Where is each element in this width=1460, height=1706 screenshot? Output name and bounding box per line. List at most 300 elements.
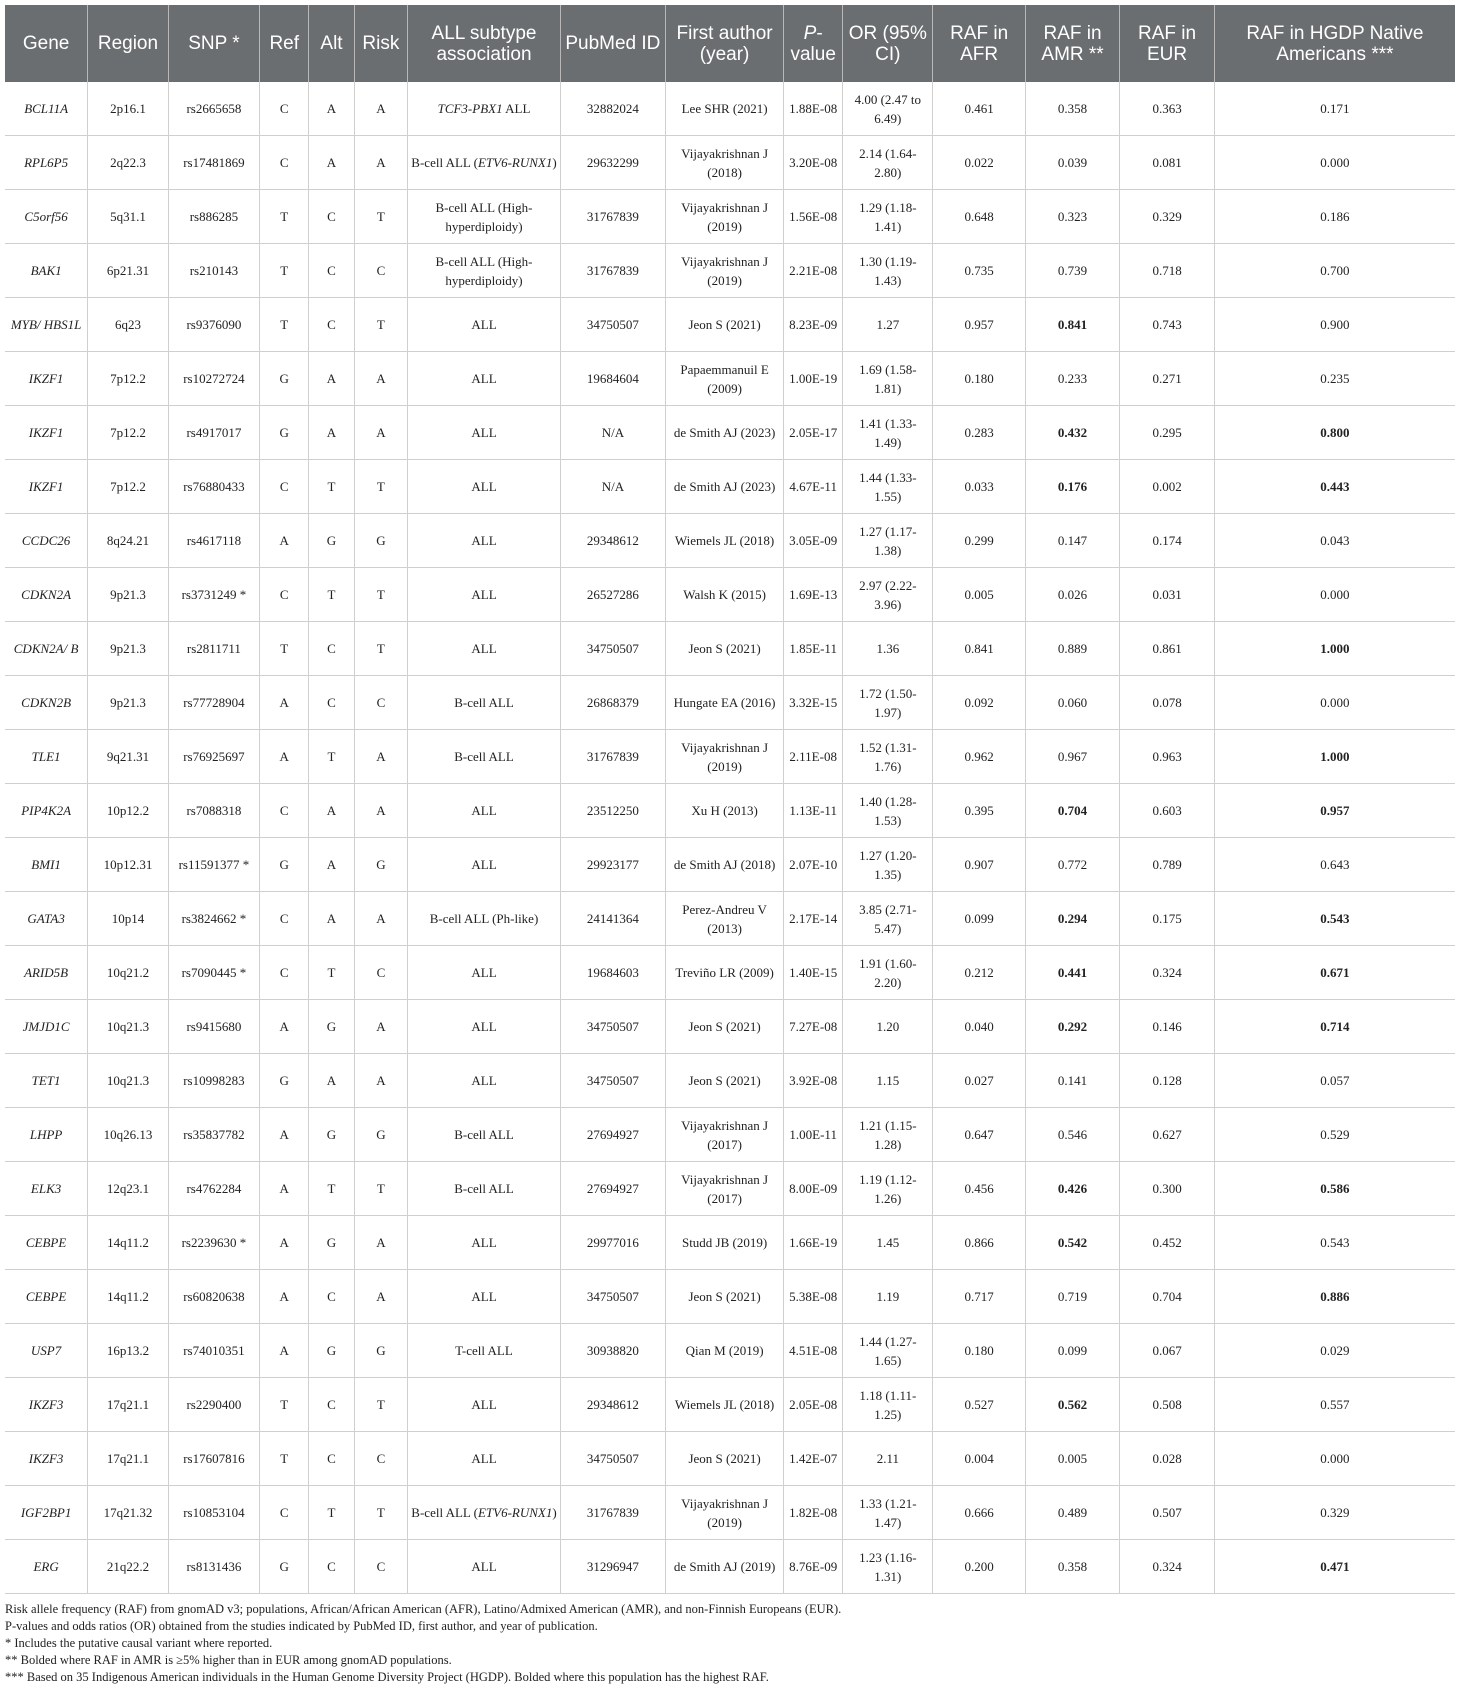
- cell-raf-eur: 0.627: [1120, 1108, 1215, 1162]
- cell-pubmed-id: N/A: [560, 460, 665, 514]
- risk-allele-table: [5, 5, 1455, 1594]
- cell-risk: A: [354, 82, 408, 136]
- cell-odds-ratio: 1.27 (1.20-1.35): [843, 838, 933, 892]
- table-row: [5, 1432, 1455, 1486]
- cell-snp: rs76880433: [168, 460, 259, 514]
- table-row: [5, 892, 1455, 946]
- cell-raf-amr: 0.358: [1025, 1540, 1120, 1594]
- cell-alt: A: [309, 892, 354, 946]
- cell-gene: IKZF3: [5, 1378, 88, 1432]
- cell-first-author: Perez-Andreu V (2013): [666, 892, 784, 946]
- cell-subtype: ALL: [408, 1000, 561, 1054]
- cell-raf-afr: 0.735: [933, 244, 1025, 298]
- cell-subtype: B-cell ALL (ETV6-RUNX1): [408, 136, 561, 190]
- cell-pubmed-id: 24141364: [560, 892, 665, 946]
- cell-gene: CCDC26: [5, 514, 88, 568]
- cell-raf-amr: 0.005: [1025, 1432, 1120, 1486]
- table-row: [5, 298, 1455, 352]
- cell-p-value: 7.27E-08: [784, 1000, 843, 1054]
- cell-odds-ratio: 1.27: [843, 298, 933, 352]
- cell-raf-eur: 0.078: [1120, 676, 1215, 730]
- cell-gene: ARID5B: [5, 946, 88, 1000]
- cell-pubmed-id: 19684604: [560, 352, 665, 406]
- cell-gene: JMJD1C: [5, 1000, 88, 1054]
- cell-raf-afr: 0.099: [933, 892, 1025, 946]
- cell-odds-ratio: 1.20: [843, 1000, 933, 1054]
- table-row: [5, 1486, 1455, 1540]
- cell-snp: rs10272724: [168, 352, 259, 406]
- cell-pubmed-id: 34750507: [560, 1432, 665, 1486]
- cell-pubmed-id: 34750507: [560, 622, 665, 676]
- cell-first-author: de Smith AJ (2023): [666, 406, 784, 460]
- cell-first-author: Jeon S (2021): [666, 622, 784, 676]
- cell-gene: BCL11A: [5, 82, 88, 136]
- cell-pubmed-id: 31296947: [560, 1540, 665, 1594]
- cell-snp: rs4762284: [168, 1162, 259, 1216]
- cell-raf-eur: 0.743: [1120, 298, 1215, 352]
- cell-first-author: Vijayakrishnan J (2019): [666, 190, 784, 244]
- cell-subtype: B-cell ALL (High-hyperdiploidy): [408, 244, 561, 298]
- cell-raf-hgdp: 0.900: [1214, 298, 1455, 352]
- cell-first-author: Wiemels JL (2018): [666, 514, 784, 568]
- cell-region: 5q31.1: [88, 190, 169, 244]
- cell-raf-hgdp: 0.043: [1214, 514, 1455, 568]
- cell-gene: TET1: [5, 1054, 88, 1108]
- col-header-or: OR (95% CI): [843, 5, 933, 82]
- footnote: * Includes the putative causal variant where reported.: [5, 1636, 273, 1650]
- cell-first-author: Vijayakrishnan J (2019): [666, 244, 784, 298]
- cell-subtype: ALL: [408, 784, 561, 838]
- cell-raf-afr: 0.648: [933, 190, 1025, 244]
- cell-gene: IKZF1: [5, 352, 88, 406]
- cell-ref: G: [260, 1054, 309, 1108]
- cell-raf-amr: 0.967: [1025, 730, 1120, 784]
- cell-region: 10q21.2: [88, 946, 169, 1000]
- cell-raf-afr: 0.395: [933, 784, 1025, 838]
- cell-p-value: 8.76E-09: [784, 1540, 843, 1594]
- cell-risk: T: [354, 298, 408, 352]
- cell-odds-ratio: 1.41 (1.33-1.49): [843, 406, 933, 460]
- cell-gene: CEBPE: [5, 1216, 88, 1270]
- cell-raf-amr: 0.147: [1025, 514, 1120, 568]
- cell-raf-eur: 0.295: [1120, 406, 1215, 460]
- table-row: [5, 1324, 1455, 1378]
- cell-risk: T: [354, 622, 408, 676]
- cell-risk: A: [354, 784, 408, 838]
- cell-gene: USP7: [5, 1324, 88, 1378]
- cell-raf-afr: 0.841: [933, 622, 1025, 676]
- cell-p-value: 5.38E-08: [784, 1270, 843, 1324]
- cell-snp: rs7090445 *: [168, 946, 259, 1000]
- cell-alt: A: [309, 82, 354, 136]
- cell-subtype: ALL: [408, 1270, 561, 1324]
- cell-raf-amr: 0.719: [1025, 1270, 1120, 1324]
- cell-snp: rs10998283: [168, 1054, 259, 1108]
- cell-p-value: 1.42E-07: [784, 1432, 843, 1486]
- cell-p-value: 1.88E-08: [784, 82, 843, 136]
- cell-first-author: Vijayakrishnan J (2018): [666, 136, 784, 190]
- cell-pubmed-id: 27694927: [560, 1162, 665, 1216]
- cell-p-value: 3.20E-08: [784, 136, 843, 190]
- cell-odds-ratio: 1.33 (1.21-1.47): [843, 1486, 933, 1540]
- cell-raf-hgdp: 0.000: [1214, 568, 1455, 622]
- cell-ref: C: [260, 136, 309, 190]
- col-header-pvalue: P-value: [784, 5, 843, 82]
- cell-odds-ratio: 1.18 (1.11-1.25): [843, 1378, 933, 1432]
- cell-pubmed-id: 34750507: [560, 1054, 665, 1108]
- cell-subtype: ALL: [408, 460, 561, 514]
- cell-first-author: Vijayakrishnan J (2017): [666, 1162, 784, 1216]
- table-container: [5, 5, 1455, 1686]
- cell-raf-amr: 0.432: [1025, 406, 1120, 460]
- cell-raf-eur: 0.861: [1120, 622, 1215, 676]
- cell-alt: A: [309, 406, 354, 460]
- cell-alt: C: [309, 676, 354, 730]
- cell-p-value: 1.85E-11: [784, 622, 843, 676]
- cell-raf-afr: 0.092: [933, 676, 1025, 730]
- cell-first-author: Jeon S (2021): [666, 1000, 784, 1054]
- cell-first-author: de Smith AJ (2023): [666, 460, 784, 514]
- cell-p-value: 2.17E-14: [784, 892, 843, 946]
- cell-subtype: TCF3-PBX1 ALL: [408, 82, 561, 136]
- cell-first-author: Jeon S (2021): [666, 1270, 784, 1324]
- cell-alt: G: [309, 1324, 354, 1378]
- cell-raf-amr: 0.841: [1025, 298, 1120, 352]
- cell-snp: rs3731249 *: [168, 568, 259, 622]
- col-header-raf-afr: RAF in AFR: [933, 5, 1025, 82]
- cell-raf-amr: 0.889: [1025, 622, 1120, 676]
- cell-subtype: ALL: [408, 1378, 561, 1432]
- cell-ref: A: [260, 676, 309, 730]
- cell-risk: A: [354, 1000, 408, 1054]
- cell-region: 9p21.3: [88, 622, 169, 676]
- cell-snp: rs74010351: [168, 1324, 259, 1378]
- cell-alt: C: [309, 244, 354, 298]
- cell-raf-eur: 0.324: [1120, 946, 1215, 1000]
- cell-subtype: ALL: [408, 298, 561, 352]
- cell-risk: T: [354, 1378, 408, 1432]
- cell-p-value: 8.00E-09: [784, 1162, 843, 1216]
- cell-region: 9q21.31: [88, 730, 169, 784]
- cell-risk: G: [354, 514, 408, 568]
- cell-p-value: 8.23E-09: [784, 298, 843, 352]
- cell-ref: A: [260, 1216, 309, 1270]
- cell-snp: rs76925697: [168, 730, 259, 784]
- cell-odds-ratio: 1.23 (1.16-1.31): [843, 1540, 933, 1594]
- cell-alt: C: [309, 298, 354, 352]
- cell-odds-ratio: 1.19 (1.12-1.26): [843, 1162, 933, 1216]
- cell-ref: A: [260, 730, 309, 784]
- cell-pubmed-id: 34750507: [560, 1000, 665, 1054]
- cell-raf-afr: 0.666: [933, 1486, 1025, 1540]
- cell-first-author: Xu H (2013): [666, 784, 784, 838]
- cell-raf-hgdp: 0.329: [1214, 1486, 1455, 1540]
- cell-alt: T: [309, 730, 354, 784]
- cell-p-value: 1.40E-15: [784, 946, 843, 1000]
- cell-p-value: 1.69E-13: [784, 568, 843, 622]
- cell-odds-ratio: 2.11: [843, 1432, 933, 1486]
- cell-raf-amr: 0.772: [1025, 838, 1120, 892]
- cell-pubmed-id: 23512250: [560, 784, 665, 838]
- table-row: [5, 136, 1455, 190]
- cell-raf-amr: 0.233: [1025, 352, 1120, 406]
- table-row: [5, 676, 1455, 730]
- cell-pubmed-id: 31767839: [560, 244, 665, 298]
- cell-raf-eur: 0.508: [1120, 1378, 1215, 1432]
- cell-pubmed-id: 32882024: [560, 82, 665, 136]
- cell-gene: C5orf56: [5, 190, 88, 244]
- cell-raf-eur: 0.271: [1120, 352, 1215, 406]
- cell-raf-hgdp: 0.029: [1214, 1324, 1455, 1378]
- cell-raf-afr: 0.461: [933, 82, 1025, 136]
- cell-raf-hgdp: 0.186: [1214, 190, 1455, 244]
- cell-raf-hgdp: 0.443: [1214, 460, 1455, 514]
- table-row: [5, 568, 1455, 622]
- cell-ref: A: [260, 1162, 309, 1216]
- cell-raf-amr: 0.292: [1025, 1000, 1120, 1054]
- cell-p-value: 1.56E-08: [784, 190, 843, 244]
- cell-risk: T: [354, 1162, 408, 1216]
- cell-pubmed-id: 19684603: [560, 946, 665, 1000]
- cell-ref: T: [260, 1378, 309, 1432]
- cell-odds-ratio: 1.45: [843, 1216, 933, 1270]
- cell-subtype: ALL: [408, 946, 561, 1000]
- cell-snp: rs77728904: [168, 676, 259, 730]
- cell-raf-afr: 0.005: [933, 568, 1025, 622]
- cell-first-author: Lee SHR (2021): [666, 82, 784, 136]
- col-header-raf-amr: RAF in AMR **: [1025, 5, 1120, 82]
- header-row: [5, 5, 1455, 82]
- cell-subtype: T-cell ALL: [408, 1324, 561, 1378]
- cell-risk: A: [354, 730, 408, 784]
- cell-raf-hgdp: 0.529: [1214, 1108, 1455, 1162]
- cell-raf-eur: 0.789: [1120, 838, 1215, 892]
- cell-odds-ratio: 1.40 (1.28-1.53): [843, 784, 933, 838]
- cell-snp: rs2811711: [168, 622, 259, 676]
- cell-region: 8q24.21: [88, 514, 169, 568]
- cell-risk: G: [354, 838, 408, 892]
- cell-gene: PIP4K2A: [5, 784, 88, 838]
- col-header-region: Region: [88, 5, 169, 82]
- cell-raf-eur: 0.128: [1120, 1054, 1215, 1108]
- footnote: P-values and odds ratios (OR) obtained from the studies indicated by PubMed ID, first author, and year of publication.: [5, 1619, 598, 1633]
- cell-alt: C: [309, 1432, 354, 1486]
- cell-p-value: 3.32E-15: [784, 676, 843, 730]
- cell-p-value: 4.51E-08: [784, 1324, 843, 1378]
- col-header-raf-eur: RAF in EUR: [1120, 5, 1215, 82]
- cell-p-value: 1.82E-08: [784, 1486, 843, 1540]
- col-header-raf-hgdp: RAF in HGDP Native Americans ***: [1214, 5, 1455, 82]
- cell-snp: rs10853104: [168, 1486, 259, 1540]
- cell-raf-eur: 0.363: [1120, 82, 1215, 136]
- cell-alt: A: [309, 352, 354, 406]
- cell-subtype: ALL: [408, 514, 561, 568]
- cell-alt: C: [309, 1270, 354, 1324]
- cell-alt: T: [309, 460, 354, 514]
- cell-p-value: 1.13E-11: [784, 784, 843, 838]
- cell-pubmed-id: N/A: [560, 406, 665, 460]
- cell-alt: C: [309, 622, 354, 676]
- cell-region: 7p12.2: [88, 460, 169, 514]
- table-row: [5, 1378, 1455, 1432]
- cell-raf-afr: 0.180: [933, 1324, 1025, 1378]
- cell-ref: C: [260, 946, 309, 1000]
- cell-raf-hgdp: 0.643: [1214, 838, 1455, 892]
- cell-raf-hgdp: 0.171: [1214, 82, 1455, 136]
- cell-gene: MYB/ HBS1L: [5, 298, 88, 352]
- cell-region: 16p13.2: [88, 1324, 169, 1378]
- cell-odds-ratio: 1.69 (1.58-1.81): [843, 352, 933, 406]
- cell-snp: rs7088318: [168, 784, 259, 838]
- cell-snp: rs2239630 *: [168, 1216, 259, 1270]
- cell-snp: rs2290400: [168, 1378, 259, 1432]
- cell-raf-afr: 0.212: [933, 946, 1025, 1000]
- footnotes: [5, 1601, 1455, 1686]
- cell-ref: A: [260, 1000, 309, 1054]
- cell-raf-hgdp: 0.000: [1214, 676, 1455, 730]
- cell-raf-amr: 0.099: [1025, 1324, 1120, 1378]
- cell-first-author: Hungate EA (2016): [666, 676, 784, 730]
- cell-raf-afr: 0.647: [933, 1108, 1025, 1162]
- cell-raf-hgdp: 0.700: [1214, 244, 1455, 298]
- cell-pubmed-id: 29348612: [560, 1378, 665, 1432]
- cell-region: 10p12.2: [88, 784, 169, 838]
- cell-raf-hgdp: 0.543: [1214, 892, 1455, 946]
- cell-raf-afr: 0.907: [933, 838, 1025, 892]
- cell-ref: A: [260, 1108, 309, 1162]
- cell-region: 9p21.3: [88, 568, 169, 622]
- cell-snp: rs35837782: [168, 1108, 259, 1162]
- cell-raf-eur: 0.507: [1120, 1486, 1215, 1540]
- table-row: [5, 190, 1455, 244]
- cell-alt: A: [309, 1054, 354, 1108]
- cell-snp: rs886285: [168, 190, 259, 244]
- cell-gene: RPL6P5: [5, 136, 88, 190]
- cell-subtype: ALL: [408, 838, 561, 892]
- cell-first-author: Jeon S (2021): [666, 1432, 784, 1486]
- cell-raf-amr: 0.323: [1025, 190, 1120, 244]
- cell-ref: C: [260, 82, 309, 136]
- cell-p-value: 4.67E-11: [784, 460, 843, 514]
- cell-region: 10q21.3: [88, 1054, 169, 1108]
- cell-p-value: 1.00E-11: [784, 1108, 843, 1162]
- cell-subtype: ALL: [408, 568, 561, 622]
- cell-raf-eur: 0.329: [1120, 190, 1215, 244]
- cell-snp: rs4617118: [168, 514, 259, 568]
- cell-raf-eur: 0.081: [1120, 136, 1215, 190]
- table-row: [5, 838, 1455, 892]
- cell-odds-ratio: 1.44 (1.33-1.55): [843, 460, 933, 514]
- cell-alt: G: [309, 1108, 354, 1162]
- cell-odds-ratio: 2.97 (2.22-3.96): [843, 568, 933, 622]
- cell-raf-amr: 0.060: [1025, 676, 1120, 730]
- cell-raf-afr: 0.456: [933, 1162, 1025, 1216]
- cell-subtype: B-cell ALL: [408, 730, 561, 784]
- cell-first-author: Studd JB (2019): [666, 1216, 784, 1270]
- cell-raf-afr: 0.283: [933, 406, 1025, 460]
- cell-alt: T: [309, 946, 354, 1000]
- cell-pubmed-id: 27694927: [560, 1108, 665, 1162]
- cell-region: 2q22.3: [88, 136, 169, 190]
- cell-raf-afr: 0.022: [933, 136, 1025, 190]
- cell-gene: IKZF3: [5, 1432, 88, 1486]
- cell-p-value: 3.05E-09: [784, 514, 843, 568]
- cell-region: 7p12.2: [88, 406, 169, 460]
- cell-p-value: 3.92E-08: [784, 1054, 843, 1108]
- cell-subtype: B-cell ALL: [408, 1162, 561, 1216]
- cell-subtype: ALL: [408, 1540, 561, 1594]
- cell-risk: A: [354, 892, 408, 946]
- cell-pubmed-id: 34750507: [560, 298, 665, 352]
- table-row: [5, 460, 1455, 514]
- cell-risk: G: [354, 1108, 408, 1162]
- cell-raf-afr: 0.027: [933, 1054, 1025, 1108]
- cell-first-author: Treviño LR (2009): [666, 946, 784, 1000]
- cell-risk: A: [354, 352, 408, 406]
- cell-risk: A: [354, 1216, 408, 1270]
- cell-snp: rs17607816: [168, 1432, 259, 1486]
- cell-first-author: Vijayakrishnan J (2019): [666, 1486, 784, 1540]
- cell-raf-afr: 0.004: [933, 1432, 1025, 1486]
- cell-alt: A: [309, 136, 354, 190]
- table-row: [5, 1270, 1455, 1324]
- cell-p-value: 1.00E-19: [784, 352, 843, 406]
- cell-first-author: de Smith AJ (2018): [666, 838, 784, 892]
- cell-risk: C: [354, 244, 408, 298]
- col-header-risk: Risk: [354, 5, 408, 82]
- cell-gene: GATA3: [5, 892, 88, 946]
- cell-subtype: ALL: [408, 1216, 561, 1270]
- cell-region: 7p12.2: [88, 352, 169, 406]
- cell-gene: TLE1: [5, 730, 88, 784]
- cell-gene: LHPP: [5, 1108, 88, 1162]
- cell-ref: T: [260, 190, 309, 244]
- cell-p-value: 2.05E-17: [784, 406, 843, 460]
- cell-raf-eur: 0.718: [1120, 244, 1215, 298]
- cell-p-value: 2.07E-10: [784, 838, 843, 892]
- cell-risk: A: [354, 406, 408, 460]
- cell-ref: T: [260, 244, 309, 298]
- cell-alt: T: [309, 568, 354, 622]
- cell-pubmed-id: 31767839: [560, 190, 665, 244]
- cell-gene: BMI1: [5, 838, 88, 892]
- cell-snp: rs17481869: [168, 136, 259, 190]
- cell-region: 9p21.3: [88, 676, 169, 730]
- cell-risk: A: [354, 1054, 408, 1108]
- cell-raf-hgdp: 0.471: [1214, 1540, 1455, 1594]
- cell-raf-amr: 0.704: [1025, 784, 1120, 838]
- cell-region: 14q11.2: [88, 1216, 169, 1270]
- cell-subtype: B-cell ALL: [408, 676, 561, 730]
- col-header-snp: SNP *: [168, 5, 259, 82]
- cell-odds-ratio: 1.19: [843, 1270, 933, 1324]
- cell-snp: rs3824662 *: [168, 892, 259, 946]
- cell-raf-amr: 0.176: [1025, 460, 1120, 514]
- cell-raf-eur: 0.300: [1120, 1162, 1215, 1216]
- col-header-ref: Ref: [260, 5, 309, 82]
- cell-p-value: 2.05E-08: [784, 1378, 843, 1432]
- cell-snp: rs8131436: [168, 1540, 259, 1594]
- cell-raf-eur: 0.963: [1120, 730, 1215, 784]
- cell-region: 17q21.1: [88, 1378, 169, 1432]
- cell-p-value: 1.66E-19: [784, 1216, 843, 1270]
- cell-ref: G: [260, 838, 309, 892]
- cell-snp: rs210143: [168, 244, 259, 298]
- cell-odds-ratio: 1.15: [843, 1054, 933, 1108]
- cell-p-value: 2.11E-08: [784, 730, 843, 784]
- cell-first-author: Jeon S (2021): [666, 1054, 784, 1108]
- cell-first-author: Vijayakrishnan J (2017): [666, 1108, 784, 1162]
